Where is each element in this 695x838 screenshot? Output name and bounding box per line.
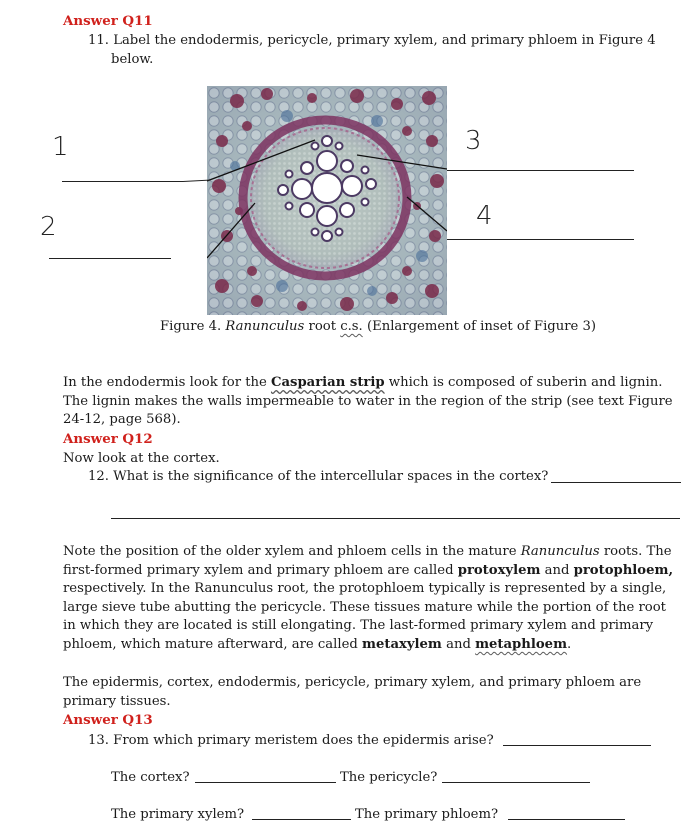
xylem-l1-pre: Note the position of the older xylem and phloem cells in the mature: [63, 544, 521, 559]
pericycle-question: The pericycle?: [340, 770, 438, 785]
question-11-text-line2: below.: [111, 52, 154, 67]
answer-q11-label: Answer Q11: [63, 13, 153, 29]
primary-tissues-paragraph: [63, 674, 693, 711]
question-11: [88, 31, 656, 50]
primary-line1: The epidermis, cortex, endodermis, pericycle, primary xylem, and primary phloem are: [63, 675, 642, 690]
primary-xylem-question: The primary xylem?: [111, 807, 245, 822]
xylem-l2-mid: and: [540, 562, 574, 578]
label-line-4: [447, 239, 634, 240]
xylem-l5: in which they are located is still elongating. The last-formed primary xylem and primary: [63, 618, 654, 634]
protophloem-term: protophloem,: [573, 562, 674, 578]
xylem-l4: large sieve tube abutting the pericycle. These tissues mature while the portion of the root: [63, 599, 666, 615]
primary-line2: primary tissues.: [63, 693, 171, 709]
answer-12-blank-2[interactable]: [111, 518, 680, 519]
xylem-l3: respectively. In the Ranunculus root, the protophloem typically is represented by a single,: [63, 581, 667, 597]
question-12: 12. What is the significance of the intercellular spaces in the cortex?: [88, 469, 549, 484]
question-11-number: 11.: [88, 33, 109, 48]
label-line-1-connector: [183, 180, 209, 182]
endodermis-line1-post: which is composed of suberin and lignin.: [384, 375, 663, 390]
caption-prefix: Figure 4.: [160, 319, 226, 334]
xylem-phloem-paragraph: [63, 543, 693, 655]
endodermis-paragraph: [63, 374, 693, 430]
xylem-l6-mid: and: [441, 636, 476, 652]
handwritten-label-2: 2: [40, 212, 57, 242]
label-line-3: [447, 170, 634, 171]
answer-13-epidermis-blank[interactable]: [503, 745, 651, 746]
figure-4-caption: [160, 317, 596, 336]
handwritten-label-3: 3: [465, 126, 482, 156]
endodermis-line2: The lignin makes the walls impermeable to water in the region of the strip (see text Figure: [63, 393, 673, 409]
caption-cs: c.s.: [340, 319, 363, 334]
caption-genus: Ranunculus: [225, 319, 305, 334]
primary-phloem-question: The primary phloem?: [355, 807, 499, 822]
xylem-l1-genus: Ranunculus: [520, 544, 600, 559]
handwritten-label-1: 1: [52, 132, 69, 162]
label-line-1: [62, 181, 183, 182]
endodermis-line1-pre: In the endodermis look for the: [63, 375, 271, 390]
endodermis-line3: 24-12, page 568).: [63, 412, 181, 428]
casparian-strip-term: Casparian strip: [270, 375, 385, 390]
cortex-intro: Now look at the cortex.: [63, 451, 220, 466]
answer-13-xylem-blank[interactable]: [252, 819, 351, 820]
handwritten-label-4: 4: [476, 201, 493, 231]
caption-mid: root: [304, 319, 341, 334]
root-cross-section-figure: [207, 86, 447, 315]
xylem-l2-pre: first-formed primary xylem and primary phloem are called: [63, 562, 458, 578]
question-11-text-line1: Label the endodermis, pericycle, primary xylem, and primary phloem in Figure 4: [113, 33, 656, 48]
question-13: 13. From which primary meristem does the epidermis arise?: [88, 733, 494, 748]
answer-12-blank-1[interactable]: [551, 482, 681, 483]
answer-q13-label: Answer Q13: [63, 712, 153, 728]
answer-13-cortex-blank[interactable]: [195, 782, 336, 783]
answer-13-phloem-blank[interactable]: [508, 819, 625, 820]
label-line-2: [49, 258, 171, 259]
xylem-l6-post: .: [567, 636, 572, 652]
answer-q12-label: Answer Q12: [63, 431, 153, 447]
protoxylem-term: protoxylem: [457, 562, 541, 578]
cortex-question: The cortex?: [111, 770, 190, 785]
root-micrograph-image: [207, 86, 447, 315]
metaxylem-term: metaxylem: [362, 636, 442, 652]
xylem-l6-pre: phloem, which mature afterward, are called: [63, 636, 363, 652]
xylem-l1-post: roots. The: [599, 544, 672, 559]
caption-suffix: (Enlargement of inset of Figure 3): [362, 319, 597, 334]
metaphloem-term: metaphloem: [475, 636, 568, 652]
answer-13-pericycle-blank[interactable]: [442, 782, 590, 783]
